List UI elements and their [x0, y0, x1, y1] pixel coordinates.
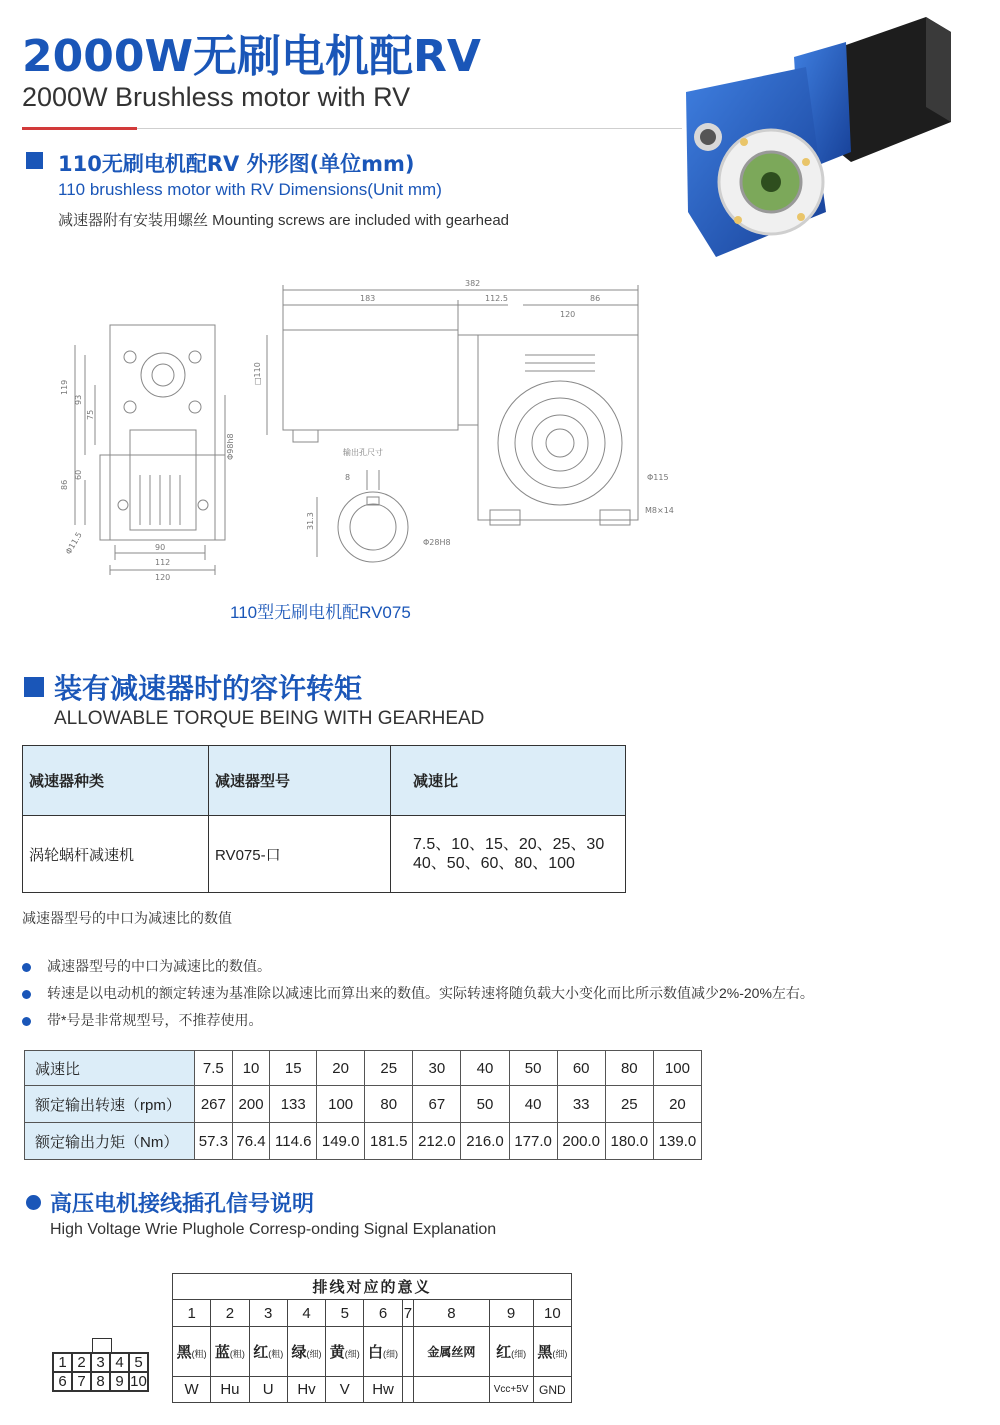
- wire-signal: Hw: [364, 1377, 402, 1403]
- dim-gear: 86: [590, 294, 601, 303]
- connector-pin: 10: [130, 1373, 147, 1390]
- wire-color: 红(粗): [249, 1327, 287, 1377]
- bullet-dot: [22, 990, 31, 999]
- connector-pin: 7: [72, 1372, 91, 1391]
- table-header: 减速器型号: [209, 746, 391, 816]
- speed-cell: 100: [317, 1086, 365, 1123]
- dim-m8: M8×14: [645, 506, 674, 515]
- connector-pin: 5: [129, 1353, 148, 1372]
- table-header: 减速比: [391, 746, 626, 816]
- dim-h60: 60: [74, 469, 83, 480]
- bullet-text: 转速是以电动机的额定转速为基准除以减速比而算出来的数值。实际转速将随负载大小变化而比所示数值减少2%-20%左右。: [47, 985, 814, 1001]
- wire-signal: GND: [533, 1377, 571, 1403]
- bullet-item: [22, 983, 814, 1003]
- gearhead-type: 涡轮蜗杆减速机: [23, 816, 209, 893]
- torque-cell: 149.0: [317, 1123, 365, 1160]
- connector-pin: 6: [53, 1372, 72, 1391]
- product-photo: [676, 12, 966, 262]
- wire-signal: V: [326, 1377, 364, 1403]
- connector-pin: 3: [91, 1353, 110, 1372]
- dim-d115: Φ115: [647, 473, 669, 482]
- dimension-title: 110无刷电机配RV 外形图(单位mm): [58, 152, 415, 176]
- speed-cell: 133: [270, 1086, 317, 1123]
- page-title: 2000W无刷电机配RV: [22, 31, 481, 82]
- wire-color: 绿(细): [287, 1327, 325, 1377]
- torque-cell: 216.0: [461, 1123, 509, 1160]
- dim-w112: 112: [155, 558, 171, 567]
- torque-cell: 76.4: [232, 1123, 270, 1160]
- dim-h75: 75: [86, 409, 95, 420]
- pin-number: 3: [249, 1300, 287, 1327]
- ratio-cell: 80: [605, 1051, 653, 1086]
- ratios-line: 40、50、60、80、100: [413, 855, 575, 872]
- dim-d11: Φ11.5: [63, 530, 84, 556]
- torque-cell: 212.0: [413, 1123, 461, 1160]
- torque-cell: 180.0: [605, 1123, 653, 1160]
- dim-key8: 8: [345, 473, 351, 482]
- gearhead-table: [22, 745, 626, 893]
- row-label: 额定输出转速（rpm）: [25, 1086, 195, 1123]
- ratio-cell: 60: [557, 1051, 605, 1086]
- ratio-cell: 25: [365, 1051, 413, 1086]
- dim-overall: 382: [465, 279, 481, 288]
- ratio-cell: 7.5: [195, 1051, 233, 1086]
- page-subtitle: 2000W Brushless motor with RV: [22, 82, 411, 112]
- connector-latch: [92, 1338, 112, 1352]
- wire-color: 蓝(粗): [211, 1327, 249, 1377]
- dimension-drawing: [55, 275, 695, 590]
- gearhead-ratios: [391, 816, 626, 893]
- dim-h119: 119: [60, 379, 69, 395]
- wire-color: 黑(细): [533, 1327, 571, 1377]
- title-divider: [137, 128, 682, 129]
- pin-number: 7: [402, 1300, 414, 1327]
- speed-cell: 200: [232, 1086, 270, 1123]
- pin-number: 5: [326, 1300, 364, 1327]
- bullet-text: 减速器型号的中口为减速比的数值。: [47, 958, 271, 974]
- dim-w90: 90: [155, 543, 166, 552]
- bullet-item: [22, 1010, 262, 1030]
- torque-cell: 177.0: [509, 1123, 557, 1160]
- dim-motor-len: 183: [360, 294, 376, 303]
- row-label: 额定输出力矩（Nm）: [25, 1123, 195, 1160]
- wiring-table-caption: 排线对应的意义: [173, 1274, 572, 1300]
- torque-cell: 181.5: [365, 1123, 413, 1160]
- torque-title: 装有减速器时的容许转矩: [54, 672, 363, 705]
- pin-number: 8: [414, 1300, 489, 1327]
- dim-gear-w: 120: [560, 310, 576, 319]
- speed-cell: 33: [557, 1086, 605, 1123]
- wire-color: [402, 1327, 414, 1377]
- connector-pin: 8: [91, 1372, 110, 1391]
- pin-number: 6: [364, 1300, 402, 1327]
- wire-signal: W: [173, 1377, 211, 1403]
- dim-key31: 31.3: [306, 512, 315, 530]
- ratio-cell: 100: [653, 1051, 701, 1086]
- speed-cell: 20: [653, 1086, 701, 1123]
- table-footnote: 减速器型号的中口为减速比的数值: [22, 910, 232, 926]
- ratio-cell: 30: [413, 1051, 461, 1086]
- pin-number: 1: [173, 1300, 211, 1327]
- dim-h93: 93: [74, 394, 83, 405]
- connector-pin: 4: [110, 1353, 129, 1372]
- torque-cell: 139.0: [653, 1123, 701, 1160]
- wire-color: 黑(粗): [173, 1327, 211, 1377]
- drawing-caption: 110型无刷电机配RV075: [230, 603, 411, 622]
- pin-number: 4: [287, 1300, 325, 1327]
- bullet-item: [22, 956, 271, 976]
- ratio-cell: 40: [461, 1051, 509, 1086]
- wire-color: 黄(细): [326, 1327, 364, 1377]
- speed-cell: 50: [461, 1086, 509, 1123]
- torque-title-en: ALLOWABLE TORQUE BEING WITH GEARHEAD: [54, 708, 485, 729]
- section-marker: [26, 152, 43, 169]
- bullet-dot: [22, 1017, 31, 1026]
- ratio-cell: 10: [232, 1051, 270, 1086]
- connector-pin: 2: [72, 1353, 91, 1372]
- dim-motor-sq: □110: [253, 362, 262, 385]
- title-accent-line: [22, 127, 137, 130]
- pin-number: 2: [211, 1300, 249, 1327]
- speed-cell: 80: [365, 1086, 413, 1123]
- torque-cell: 114.6: [270, 1123, 317, 1160]
- connector-pin: 1: [53, 1353, 72, 1372]
- mounting-note: 减速器附有安装用螺丝 Mounting screws are included with gearhead: [58, 212, 510, 229]
- speed-cell: 267: [195, 1086, 233, 1123]
- speed-cell: 25: [605, 1086, 653, 1123]
- torque-cell: 57.3: [195, 1123, 233, 1160]
- wire-color: 金属丝网: [414, 1327, 489, 1377]
- gearhead-model: RV075-口: [209, 816, 391, 893]
- connector-grid: [52, 1352, 149, 1392]
- speed-cell: 40: [509, 1086, 557, 1123]
- key-title: 输出孔尺寸: [343, 448, 383, 457]
- dim-d28: Φ28H8: [423, 538, 451, 547]
- section-marker: [24, 677, 44, 697]
- wire-signal: [402, 1377, 414, 1403]
- wire-signal: Vcc+5V: [489, 1377, 533, 1403]
- table-header: 减速器种类: [23, 746, 209, 816]
- wire-signal: Hv: [287, 1377, 325, 1403]
- bullet-text: 带*号是非常规型号，不推荐使用。: [47, 1012, 263, 1028]
- pin-number: 9: [489, 1300, 533, 1327]
- ratio-cell: 50: [509, 1051, 557, 1086]
- section-marker: [26, 1195, 41, 1210]
- bullet-dot: [22, 963, 31, 972]
- wire-signal: [414, 1377, 489, 1403]
- connector-pin: 9: [110, 1372, 129, 1391]
- wire-signal: U: [249, 1377, 287, 1403]
- wiring-table: [172, 1273, 572, 1403]
- pin-number: 10: [533, 1300, 571, 1327]
- wire-color: 白(细): [364, 1327, 402, 1377]
- torque-cell: 200.0: [557, 1123, 605, 1160]
- dim-w120: 120: [155, 573, 171, 582]
- dimension-title-en: 110 brushless motor with RV Dimensions(Unit mm): [58, 180, 442, 199]
- ratios-line: 7.5、10、15、20、25、30: [413, 836, 605, 853]
- speed-cell: 67: [413, 1086, 461, 1123]
- wiring-title-en: High Voltage Wrie Plughole Corresp-onding Signal Explanation: [50, 1221, 497, 1238]
- ratio-cell: 20: [317, 1051, 365, 1086]
- ratio-cell: 15: [270, 1051, 317, 1086]
- dim-h86: 86: [60, 479, 69, 490]
- wire-signal: Hu: [211, 1377, 249, 1403]
- ratio-table: [24, 1050, 702, 1160]
- wire-color: 红(细): [489, 1327, 533, 1377]
- dim-mid: 112.5: [485, 294, 508, 303]
- dim-d98: Φ98h8: [226, 433, 235, 460]
- row-label: 减速比: [25, 1051, 195, 1086]
- wiring-title: 高压电机接线插孔信号说明: [50, 1192, 315, 1217]
- connector-diagram: [52, 1338, 149, 1392]
